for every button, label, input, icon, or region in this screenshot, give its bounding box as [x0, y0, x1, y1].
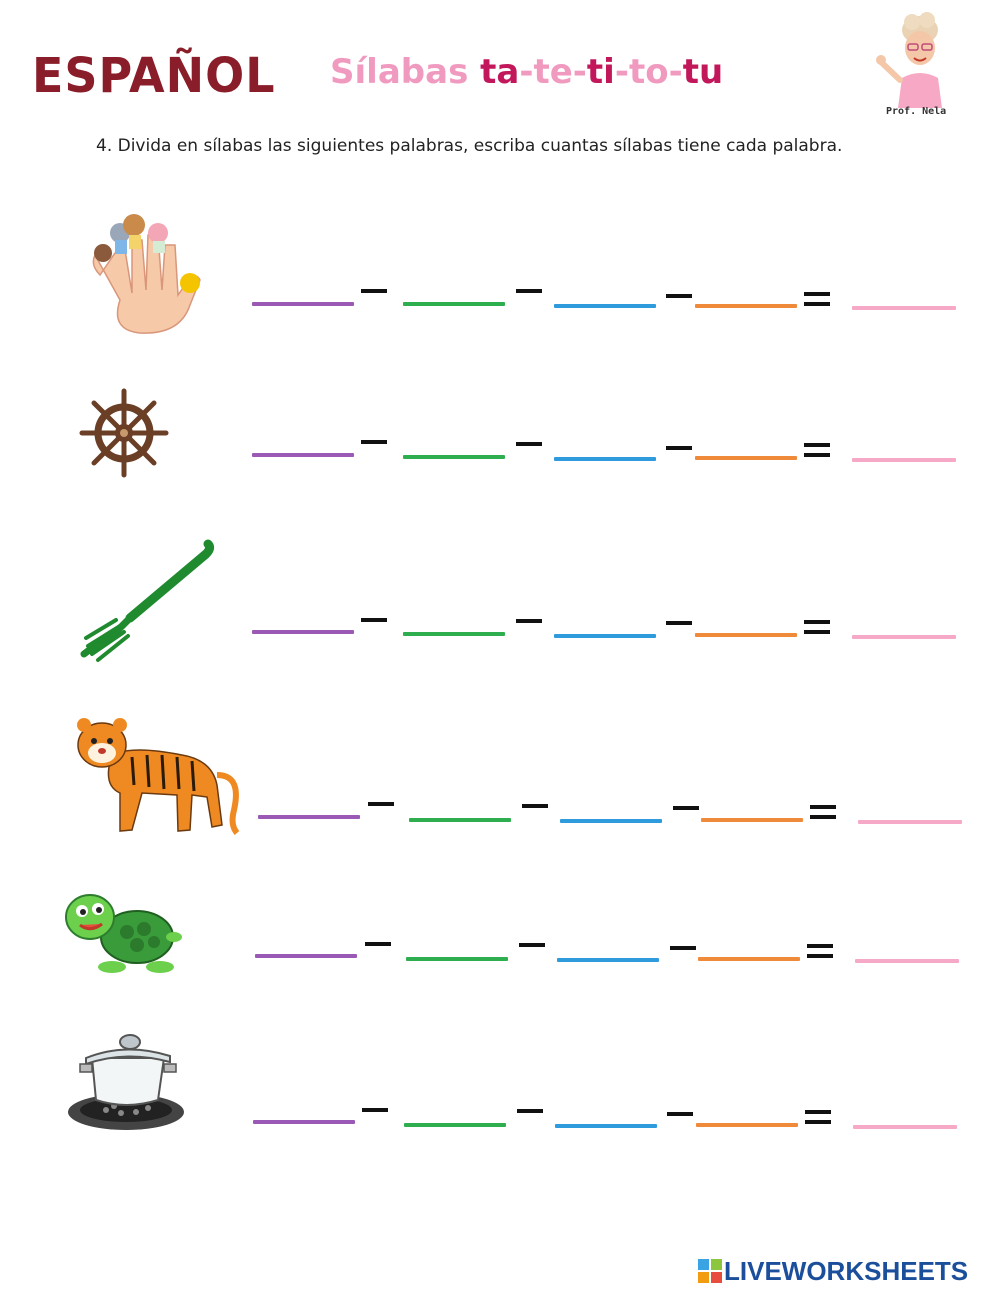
- hyphen: [365, 942, 391, 946]
- syllable-blank-2[interactable]: [409, 818, 511, 822]
- syllable-blank-2[interactable]: [403, 302, 505, 306]
- syllable-blank-2[interactable]: [404, 1123, 506, 1127]
- equals-sign-bottom: [804, 302, 830, 306]
- subtitle-part: -: [614, 52, 629, 92]
- cooking-pot-icon: [66, 1028, 190, 1136]
- syllable-blank-4[interactable]: [695, 633, 797, 637]
- hyphen: [666, 621, 692, 625]
- hyphen: [361, 618, 387, 622]
- syllable-blank-4[interactable]: [696, 1123, 798, 1127]
- syllable-count-blank[interactable]: [852, 635, 956, 639]
- row-5: [0, 885, 1000, 1035]
- equals-sign-bottom: [805, 1120, 831, 1124]
- hyphen: [666, 446, 692, 450]
- equals-sign-top: [805, 1110, 831, 1114]
- row-6: [0, 1028, 1000, 1178]
- row-4: [0, 715, 1000, 865]
- equals-sign-top: [807, 944, 833, 948]
- subtitle-part: b: [400, 52, 426, 92]
- teacher-avatar-icon: [872, 8, 962, 108]
- equals-sign-bottom: [810, 815, 836, 819]
- instruction-text: 4. Divida en sílabas las siguientes palabras, escriba cuantas sílabas tiene cada palabra.: [96, 136, 843, 156]
- syllable-blank-4[interactable]: [695, 304, 797, 308]
- footer-brand: [698, 1256, 968, 1286]
- hyphen: [362, 1108, 388, 1112]
- syllable-blank-4[interactable]: [698, 957, 800, 961]
- equals-sign-top: [804, 292, 830, 296]
- equals-sign-top: [804, 443, 830, 447]
- hyphen: [368, 802, 394, 806]
- hyphen: [666, 294, 692, 298]
- subtitle-part: a: [377, 52, 401, 92]
- equals-sign-top: [804, 620, 830, 624]
- hyphen: [519, 943, 545, 947]
- equals-sign-bottom: [804, 453, 830, 457]
- subtitle-part: te: [533, 52, 573, 92]
- syllable-blank-3[interactable]: [560, 819, 662, 823]
- row-3: [0, 538, 1000, 688]
- hyphen: [522, 804, 548, 808]
- hyphen: [361, 289, 387, 293]
- tiger-icon: [72, 715, 242, 840]
- syllable-count-blank[interactable]: [852, 458, 956, 462]
- liveworksheets-logo-icon: [698, 1259, 722, 1283]
- subtitle-part: ta: [480, 52, 520, 92]
- page-title: ESPAÑOL: [32, 46, 276, 104]
- subtitle-part: -: [668, 52, 683, 92]
- subtitle: [330, 52, 723, 92]
- subtitle-part: [468, 52, 480, 92]
- ship-wheel-icon: [78, 387, 170, 479]
- row-2: [0, 385, 1000, 535]
- syllable-blank-2[interactable]: [403, 632, 505, 636]
- syllable-blank-3[interactable]: [554, 304, 656, 308]
- fork-icon: [80, 538, 215, 663]
- subtitle-part: -: [519, 52, 534, 92]
- footer-brand-text: LIVEWORKSHEETS: [724, 1255, 969, 1286]
- syllable-blank-3[interactable]: [555, 1124, 657, 1128]
- subtitle-part: tu: [682, 52, 724, 92]
- row-1: [0, 205, 1000, 355]
- syllable-blank-1[interactable]: [255, 954, 357, 958]
- subtitle-part: s: [448, 52, 469, 92]
- syllable-blank-1[interactable]: [252, 630, 354, 634]
- equals-sign-bottom: [807, 954, 833, 958]
- turtle-icon: [62, 887, 182, 979]
- subtitle-part: a: [425, 52, 449, 92]
- subtitle-part: -: [572, 52, 587, 92]
- hyphen: [667, 1112, 693, 1116]
- syllable-blank-4[interactable]: [701, 818, 803, 822]
- subtitle-part: to: [628, 52, 669, 92]
- subtitle-part: S: [330, 52, 355, 92]
- syllable-blank-2[interactable]: [403, 455, 505, 459]
- syllable-blank-1[interactable]: [253, 1120, 355, 1124]
- syllable-blank-3[interactable]: [554, 457, 656, 461]
- hyphen: [361, 440, 387, 444]
- hyphen: [516, 619, 542, 623]
- syllable-count-blank[interactable]: [852, 306, 956, 310]
- equals-sign-bottom: [804, 630, 830, 634]
- equals-sign-top: [810, 805, 836, 809]
- syllable-count-blank[interactable]: [853, 1125, 957, 1129]
- subtitle-part: l: [366, 52, 378, 92]
- syllable-count-blank[interactable]: [858, 820, 962, 824]
- syllable-blank-3[interactable]: [554, 634, 656, 638]
- syllable-blank-3[interactable]: [557, 958, 659, 962]
- subtitle-part: ti: [586, 52, 615, 92]
- subtitle-part: í: [354, 52, 367, 92]
- hyphen: [670, 946, 696, 950]
- syllable-blank-4[interactable]: [695, 456, 797, 460]
- author-label: Prof. Nela: [886, 106, 947, 117]
- hyphen: [517, 1109, 543, 1113]
- syllable-blank-1[interactable]: [252, 302, 354, 306]
- finger-puppets-icon: [70, 205, 210, 335]
- syllable-count-blank[interactable]: [855, 959, 959, 963]
- syllable-blank-2[interactable]: [406, 957, 508, 961]
- syllable-blank-1[interactable]: [258, 815, 360, 819]
- syllable-blank-1[interactable]: [252, 453, 354, 457]
- hyphen: [516, 442, 542, 446]
- hyphen: [516, 289, 542, 293]
- hyphen: [673, 806, 699, 810]
